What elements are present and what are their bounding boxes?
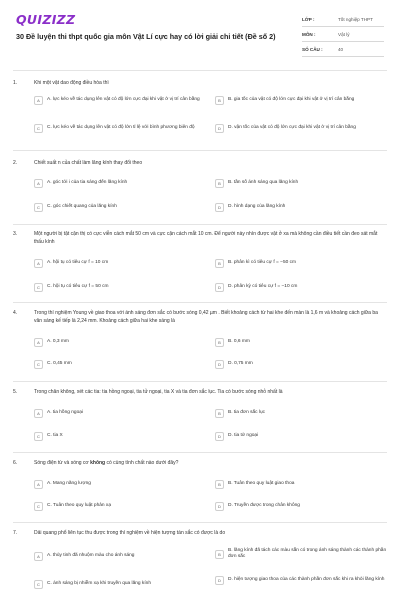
question-7 [13,530,387,598]
option-text: C. hội tụ có tiêu cự f = 50 cm [47,284,109,290]
option-letter-box: B [215,409,224,418]
option-text: C. góc chiết quang của lăng kính [47,204,117,210]
option-a[interactable] [34,338,206,347]
option-text: C. tia X [47,433,63,439]
option-b[interactable] [215,409,387,418]
option-text: B. 0,6 mm [228,339,250,345]
option-letter-box: C [34,432,43,441]
option-text: A. Mang năng lượng [47,481,91,487]
option-text: D. phân kỳ có tiêu cự f = −10 cm [228,284,298,290]
option-text: B. lăng kính đã tách các màu sẵn có trong ánh sáng thành các thành phần đơn sắc [228,548,387,560]
option-letter-box: A [34,96,43,105]
question-text [34,460,387,468]
option-text: B. Tuân theo quy luật giao thoa [228,481,295,487]
option-b[interactable] [215,338,387,347]
option-letter-box: D [215,576,224,585]
option-letter-box: B [215,259,224,268]
option-b[interactable] [215,548,387,561]
meta-value: 40 [338,46,344,52]
question-1 [13,80,387,146]
question-number: 3. [13,231,18,237]
option-d[interactable] [215,360,387,369]
option-c[interactable] [34,124,206,133]
option-letter-box: C [34,203,43,212]
option-letter-box: D [215,203,224,212]
option-letter-box: D [215,124,224,133]
option-text: A. tia hồng ngoại [47,410,84,416]
question-text-part: Sóng điện từ và sóng cơ [34,460,91,466]
option-b[interactable] [215,179,387,188]
option-text: B. phân kì có tiêu cự f = −50 cm [228,260,297,266]
question-4 [13,310,387,378]
option-text: B. tần số ánh sáng qua lăng kính [228,180,299,186]
option-d[interactable] [215,203,387,212]
option-letter-box: A [34,338,43,347]
meta-key: MÔN : [302,31,316,37]
meta-value: Vật lý [338,31,350,37]
question-5 [13,389,387,449]
option-letter-box: C [34,502,43,511]
option-text: C. ánh sáng bị nhiễm xạ khi truyền qua lăng kính [47,581,151,587]
option-letter-box: B [215,550,224,559]
question-text: Trong chân không, xét các tia: tia hồng ngoại, tia tử ngoại, tia X và tia đơn sắc lục. Tia có bước sóng nhỏ nhất là [34,389,283,395]
meta-row-class [302,12,384,27]
option-letter-box: D [215,502,224,511]
option-a[interactable] [34,179,206,188]
question-text: Chiết suất n của chất làm lăng kính thay đổi theo [34,160,143,166]
question-number: 2. [13,160,18,166]
question-divider [13,150,387,151]
option-text: A. lực kéo về tác dụng lên vật có độ lớn cực đại khi vật ở vị trí cân bằng [47,97,200,103]
option-letter-box: A [34,179,43,188]
question-text: Khi một vật dao động điều hòa thì [34,80,109,86]
option-text: D. hình dạng của lăng kính [228,204,286,210]
meta-row-subject [302,27,384,42]
question-text-part: có cùng tính chất nào dưới đây? [105,460,179,466]
option-d[interactable] [215,124,387,133]
option-text: C. Tuân theo quy luật phản xạ [47,503,112,509]
question-text-emphasis: không [90,460,106,466]
question-number: 1. [13,80,18,86]
worksheet-header [16,10,384,66]
option-c[interactable] [34,432,206,441]
worksheet-meta [302,12,384,57]
option-a[interactable] [34,552,206,561]
option-text: B. gia tốc của vật có độ lớn cực đại khi vật ở vị trí cân bằng [228,97,355,103]
option-text: A. thủy tinh đã nhuộm màu cho ánh sáng [47,553,135,559]
meta-row-question-count [302,42,384,57]
option-c[interactable] [34,360,206,369]
question-text: Trong thí nghiệm Young về giao thoa với ánh sáng đơn sắc có bước sóng 0,42 µm . Biết khoảng cách từ hai khe đến màn là 1,6 m và khoảng cách giữa ba vân sáng kế tiếp là 2,24 mm. Khoảng cách giữa hai khe sáng là [34,310,378,324]
question-divider [13,302,387,303]
option-text: B. tia đơn sắc lục [228,410,266,416]
option-letter-box: C [34,580,43,589]
question-3 [13,231,387,299]
option-letter-box: C [34,360,43,369]
question-number: 6. [13,460,18,466]
option-b[interactable] [215,259,387,268]
question-number: 7. [13,530,18,536]
option-letter-box: A [34,552,43,561]
meta-key: SỐ CÂU : [302,46,323,52]
option-letter-box: A [34,480,43,489]
option-a[interactable] [34,409,206,418]
option-letter-box: C [34,283,43,292]
question-divider [13,381,387,382]
option-a[interactable] [34,96,206,105]
option-c[interactable] [34,203,206,212]
question-2 [13,160,387,222]
option-text: A. góc tới i của tia sáng đến lăng kính [47,180,128,186]
option-letter-box: D [215,432,224,441]
question-number: 5. [13,389,18,395]
option-c[interactable] [34,283,206,292]
question-divider [13,452,387,453]
option-text: A. 0,3 mm [47,339,69,345]
question-divider [13,522,387,523]
option-b[interactable] [215,96,387,105]
option-d[interactable] [215,432,387,441]
option-text: D. 0,75 mm [228,361,253,367]
option-letter-box: B [215,179,224,188]
option-text: D. hiện tượng giao thoa của các thành phần đơn sắc khi ra khỏi lăng kính [228,577,385,583]
question-text: Một người bị tật cận thị có cực viễn cách mắt 50 cm và cực cận cách mắt 10 cm. Để người này nhìn được vật ở xa mà không cần điều tiết cần đeo sát mắt thấu kính [34,231,378,245]
meta-key: LỚP : [302,16,315,22]
option-text: D. tia tử ngoại [228,433,259,439]
question-divider [13,224,387,225]
option-d[interactable] [215,576,387,585]
option-text: C. 0,45 mm [47,361,72,367]
question-number: 4. [13,310,18,316]
header-divider [13,70,387,71]
option-a[interactable] [34,480,206,489]
option-letter-box: A [34,409,43,418]
option-d[interactable] [215,283,387,292]
option-text: D. vận tốc của vật có độ lớn cực đại khi vật ở vị trí cân bằng [228,125,356,131]
question-6 [13,460,387,520]
option-letter-box: D [215,283,224,292]
worksheet-title: 30 Đề luyện thi thpt quốc gia môn Vật Lí cực hay có lời giải chi tiết (Đề số 2) [16,32,276,41]
option-text: C. lực kéo về tác dụng lên vật có độ lớn tỉ lệ với bình phương biên độ [47,125,195,131]
option-d[interactable] [215,502,387,511]
option-c[interactable] [34,502,206,511]
option-letter-box: B [215,338,224,347]
option-text: D. Truyền được trong chân không [228,503,300,509]
option-letter-box: D [215,360,224,369]
option-letter-box: A [34,259,43,268]
question-text: Dải quang phổ liên tục thu được trong thí nghiệm về hiện tượng tán sắc có được là do [34,530,226,536]
option-letter-box: C [34,124,43,133]
option-a[interactable] [34,259,206,268]
option-b[interactable] [215,480,387,489]
quizizz-logo: QUIZIZZ [16,12,76,27]
option-letter-box: B [215,480,224,489]
option-c[interactable] [34,580,206,589]
option-letter-box: B [215,96,224,105]
option-text: A. hội tụ có tiêu cự f = 10 cm [47,260,109,266]
meta-value: Tốt nghiệp THPT [338,16,373,22]
